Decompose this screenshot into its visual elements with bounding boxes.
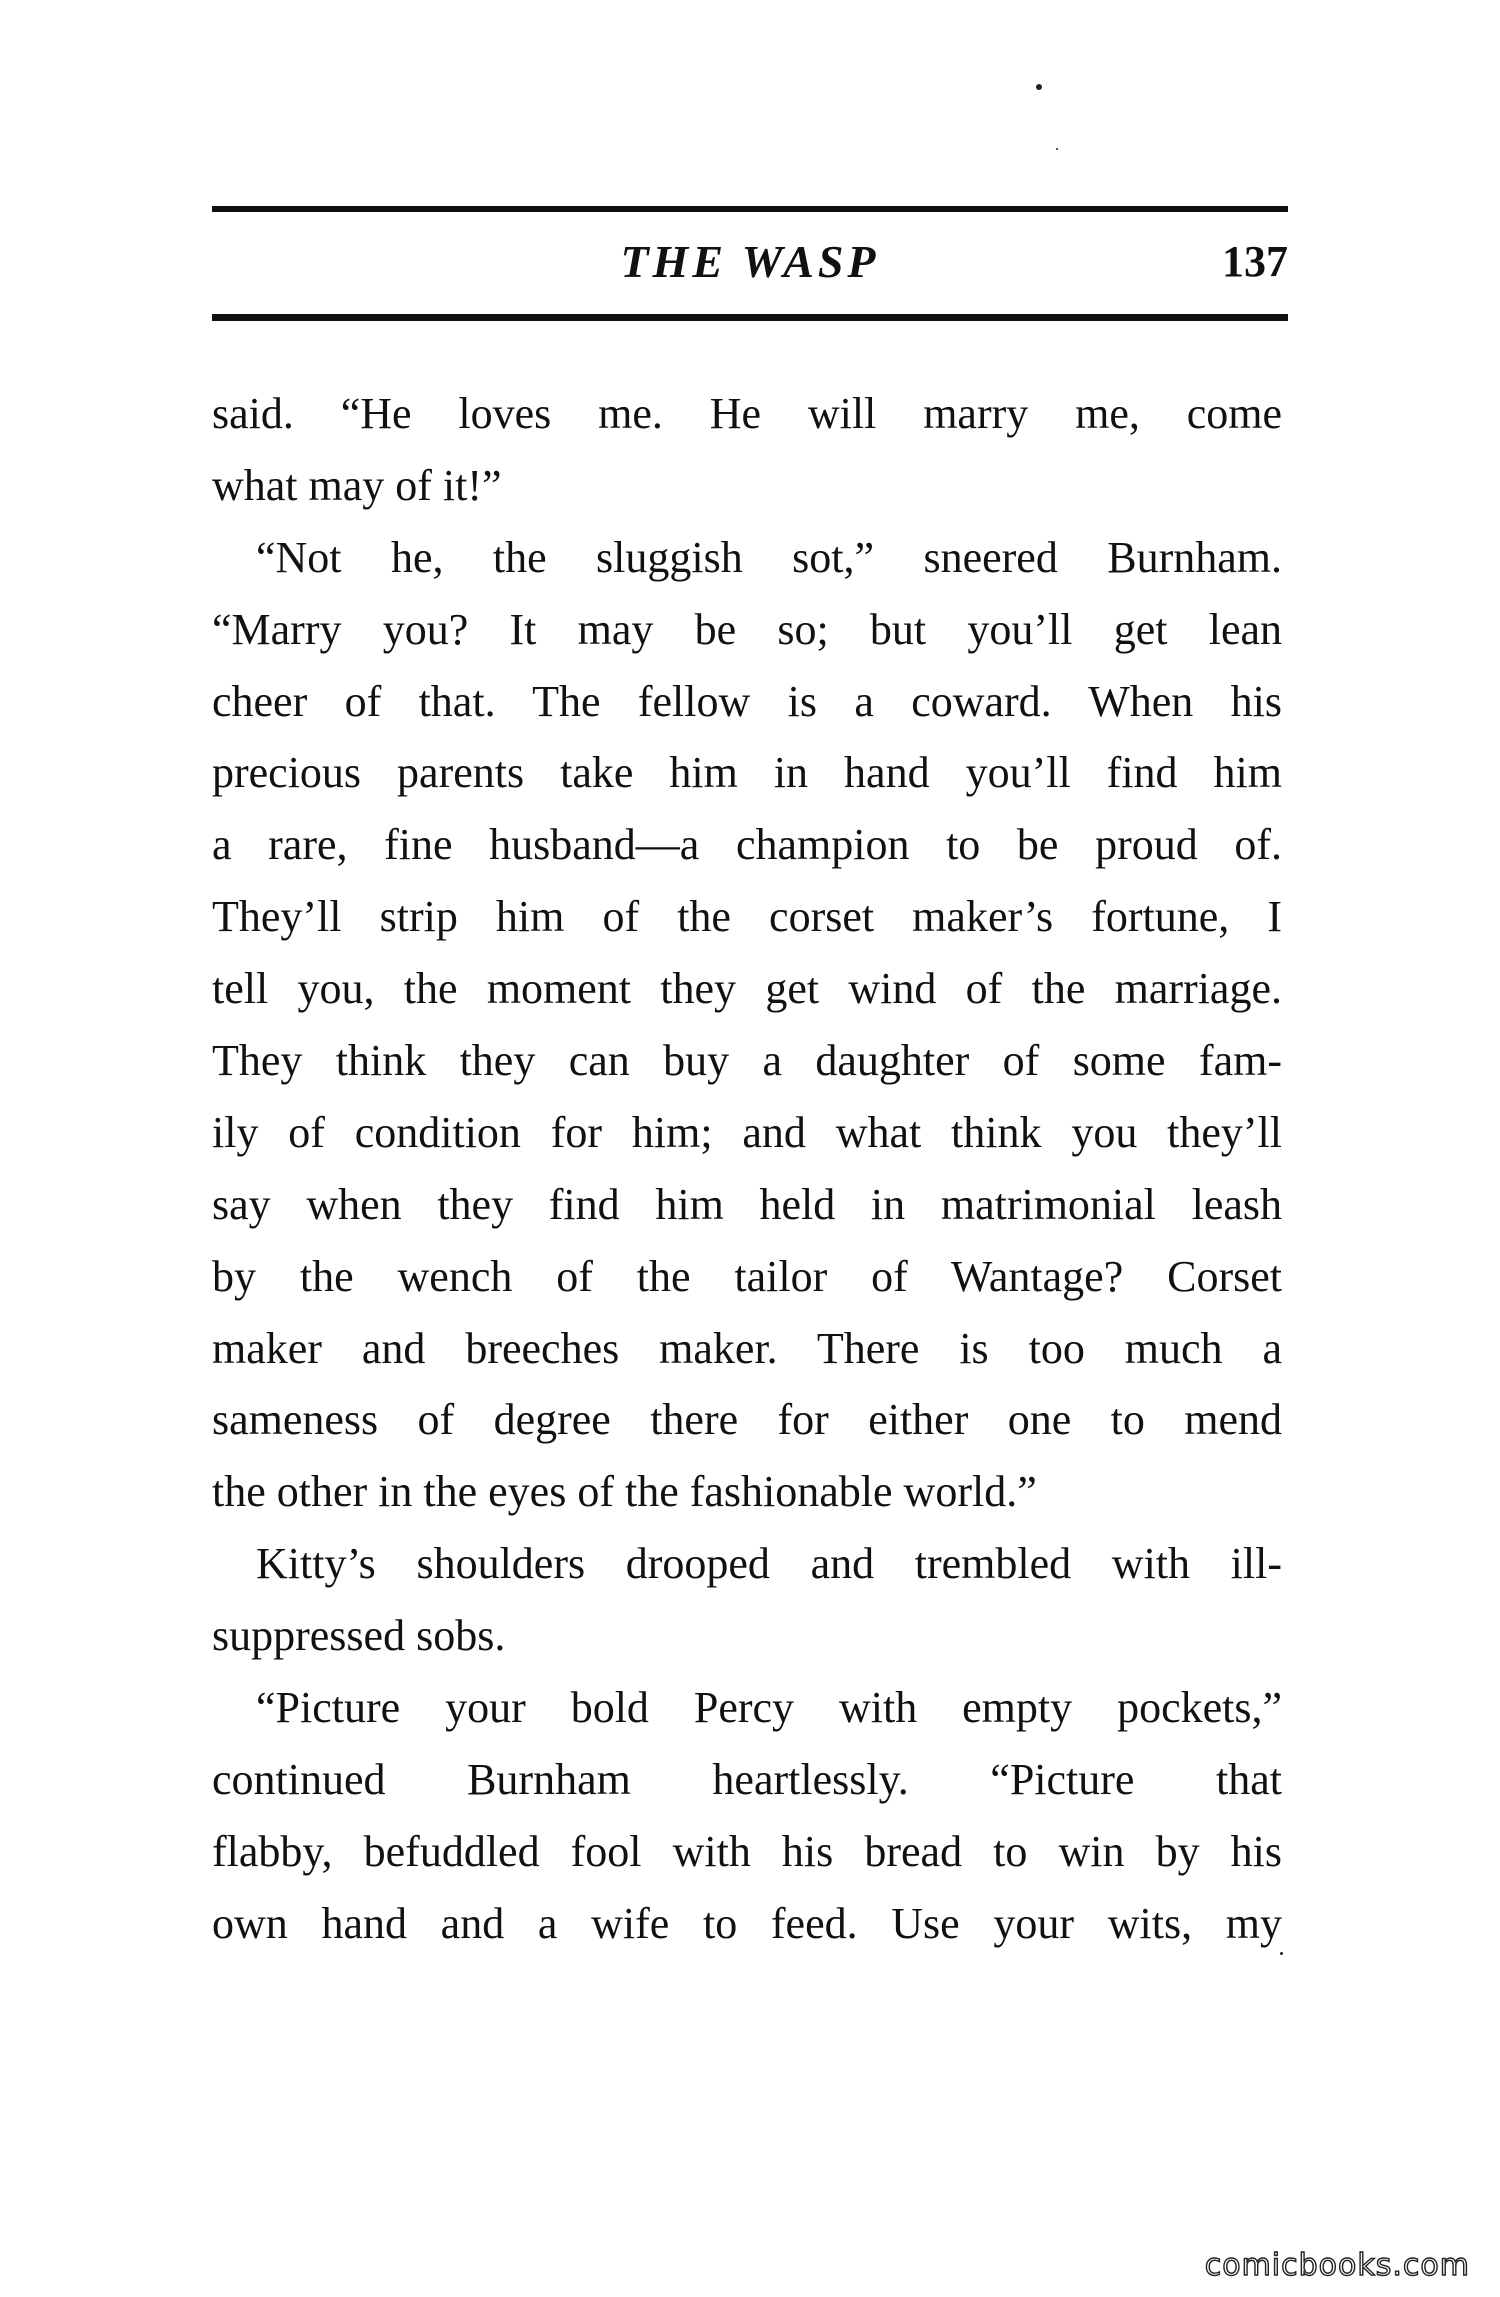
text-line: “Picture your bold Percy with empty pockets,” bbox=[256, 1683, 1282, 1733]
text-line: suppressed sobs. bbox=[212, 1611, 506, 1661]
text-line: sameness of degree there for either one to mend bbox=[212, 1395, 1282, 1445]
text-line: continued Burnham heartlessly. “Picture that bbox=[212, 1754, 1282, 1804]
text-line: ily of condition for him; and what think you they’ll bbox=[212, 1107, 1282, 1157]
text-line: own hand and a wife to feed. Use your wits, my bbox=[212, 1898, 1282, 1948]
text-line: said. “He loves me. He will marry me, come bbox=[212, 389, 1282, 438]
running-head bbox=[212, 232, 1288, 292]
ink-speck bbox=[1056, 148, 1058, 150]
header-rule-top bbox=[212, 206, 1288, 212]
running-title: THE WASP bbox=[620, 236, 880, 287]
text-line: by the wench of the tailor of Wantage? Corset bbox=[212, 1251, 1282, 1301]
page-number: 137 bbox=[1222, 237, 1288, 286]
text-line: say when they find him held in matrimonial leash bbox=[212, 1179, 1282, 1229]
watermark: comicbooks.com bbox=[1204, 2248, 1470, 2283]
text-line: tell you, the moment they get wind of the marriage. bbox=[212, 964, 1282, 1014]
body-text bbox=[212, 378, 1282, 1960]
text-line: the other in the eyes of the fashionable world.” bbox=[212, 1467, 1037, 1517]
text-line: flabby, befuddled fool with his bread to win by his bbox=[212, 1826, 1282, 1876]
ink-speck bbox=[1036, 84, 1042, 90]
text-line: They think they can buy a daughter of some fam- bbox=[212, 1036, 1282, 1086]
header-rule-bottom bbox=[212, 314, 1288, 321]
text-line: Kitty’s shoulders drooped and trembled with ill- bbox=[256, 1539, 1282, 1589]
text-line: maker and breeches maker. There is too much a bbox=[212, 1323, 1282, 1373]
text-line: “Marry you? It may be so; but you’ll get lean bbox=[212, 604, 1282, 654]
text-line: They’ll strip him of the corset maker’s fortune, I bbox=[212, 892, 1282, 942]
text-line: cheer of that. The fellow is a coward. When his bbox=[212, 676, 1282, 726]
text-line: a rare, fine husband—a champion to be proud of. bbox=[212, 820, 1282, 870]
text-line: “Not he, the sluggish sot,” sneered Burnham. bbox=[256, 532, 1282, 582]
text-line: precious parents take him in hand you’ll find him bbox=[212, 748, 1282, 798]
text-line: what may of it!” bbox=[212, 460, 502, 510]
